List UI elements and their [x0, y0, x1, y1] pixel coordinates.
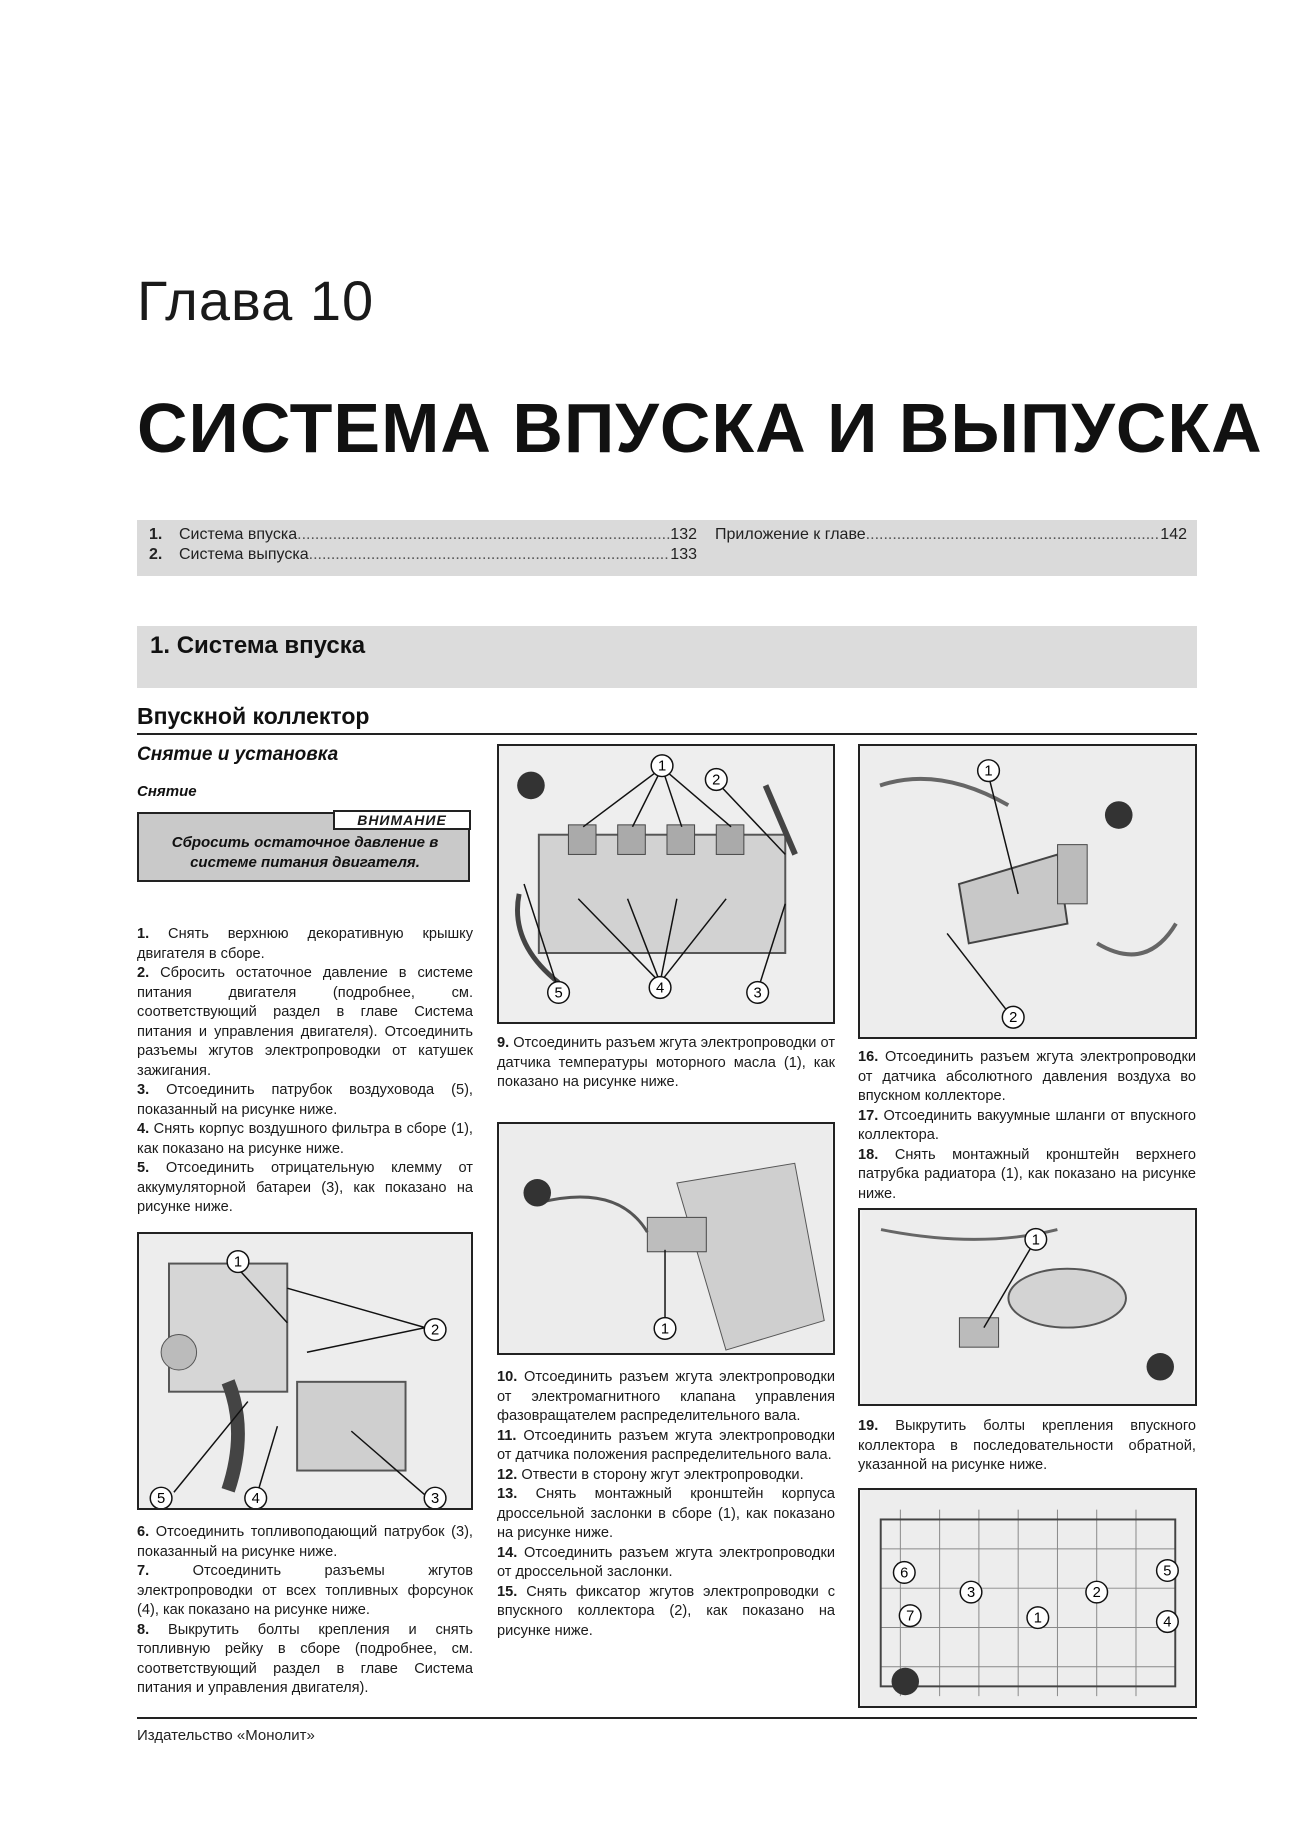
step-paragraph: [137, 1120, 473, 1159]
figure-fuel-rail-injectors: [497, 744, 835, 1024]
step-number: 4.: [137, 1121, 150, 1137]
step-number: 6.: [137, 1524, 150, 1540]
step-number: 10.: [497, 1369, 518, 1385]
step-paragraph: [137, 1523, 473, 1562]
callout-label: 5: [1163, 1563, 1172, 1580]
step-number: 5.: [137, 1160, 150, 1176]
text-column-2: [497, 1034, 835, 1093]
callout-label: 1: [660, 1321, 670, 1338]
text-column-2-lower: [497, 1368, 835, 1641]
callout-label: 6: [900, 1565, 909, 1582]
subsection-title: Впускной коллектор: [137, 703, 370, 729]
toc-leader-dots: [866, 526, 1161, 544]
callout-label: 4: [1163, 1614, 1172, 1631]
section-title: [150, 632, 365, 660]
callout-label: 2: [712, 772, 721, 789]
step-paragraph: [137, 1081, 473, 1120]
step-text: Отсоединить разъем жгута электропроводки от дроссельной заслонки.: [497, 1544, 835, 1580]
step-number: 9.: [497, 1035, 510, 1051]
toc-item-page: 133: [670, 546, 697, 563]
toc-item-number: 1.: [149, 526, 163, 543]
page-title: СИСТЕМА ВПУСКА И ВЫПУСКА: [137, 389, 1263, 467]
warning-text: Сбросить остаточное давление в системе питания двигателя.: [171, 834, 439, 871]
step-paragraph: [137, 964, 473, 1081]
section-title-text: Система впуска: [176, 632, 366, 659]
step-paragraph: [137, 925, 473, 964]
toc-leader-dots: [297, 526, 670, 544]
step-number: 1.: [137, 926, 150, 942]
subhead-removal: Снятие: [137, 783, 197, 800]
step-text: Выкрутить болты крепления и снять топливную рейку в сборе (подробнее, см. соответствующий раздел в главе Система питания и управления двигателя).: [137, 1621, 473, 1696]
step-number: 7.: [137, 1563, 150, 1579]
toc-item[interactable]: [149, 546, 697, 564]
step-number: 3.: [137, 1082, 150, 1098]
callout-label: 3: [430, 1491, 440, 1508]
text-column-1: [137, 925, 473, 1218]
subhead-removal-installation: Снятие и установка: [137, 744, 339, 765]
toc-item[interactable]: [149, 526, 697, 544]
step-paragraph: [497, 1583, 835, 1642]
step-paragraph: [858, 1417, 1196, 1476]
toc-item-label: Система впуска: [179, 526, 298, 543]
callout-label: 7: [906, 1608, 915, 1625]
warning-tag: ВНИМАНИЕ: [333, 810, 471, 830]
step-text: Отвести в сторону жгут электропроводки.: [521, 1466, 804, 1483]
figure-radiator-hose-bracket: [858, 1208, 1197, 1406]
callout-label: 5: [156, 1491, 166, 1508]
step-text: Отсоединить разъем жгута электропроводки от электромагнитного клапана управления фазовращателем распределительного вала.: [497, 1369, 835, 1424]
step-number: 13.: [497, 1486, 518, 1502]
step-paragraph: [497, 1427, 835, 1466]
toc-appendix-label: Приложение к главе: [715, 526, 866, 543]
figure-air-filter-battery: [137, 1232, 473, 1510]
step-text: Отсоединить разъем жгута электропроводки от датчика положения распределительного вала.: [497, 1427, 835, 1463]
step-text: Отсоединить отрицательную клемму от аккумуляторной батареи (3), как показано на рисунке ниже.: [137, 1160, 473, 1215]
step-text: Отсоединить вакуумные шланги от впускного коллектора.: [858, 1107, 1196, 1143]
text-column-3-lower: [858, 1417, 1196, 1476]
toc-appendix-page: 142: [1160, 526, 1187, 543]
step-number: 11.: [497, 1427, 517, 1444]
step-number: 16.: [858, 1049, 879, 1065]
step-paragraph: [858, 1048, 1196, 1107]
toc-appendix[interactable]: [715, 526, 1187, 544]
callout-label: 3: [753, 985, 762, 1002]
step-number: 12.: [497, 1466, 518, 1483]
step-text: Снять корпус воздушного фильтра в сборе (1), как показано на рисунке ниже.: [137, 1121, 473, 1157]
figure-bolt-sequence: [858, 1488, 1197, 1708]
step-text: Отсоединить топливоподающий патрубок (3), показанный на рисунке ниже.: [137, 1524, 473, 1560]
table-of-contents: [137, 520, 1197, 576]
step-paragraph: [497, 1485, 835, 1544]
step-number: 2.: [137, 965, 150, 981]
callout-label: 1: [1033, 1610, 1042, 1627]
callout-label: 2: [430, 1322, 440, 1339]
step-paragraph: [497, 1368, 835, 1427]
step-number: 14.: [497, 1544, 518, 1561]
step-text: Снять фиксатор жгутов электропроводки с впускного коллектора (2), как показано на рисунке ниже.: [497, 1583, 835, 1639]
step-paragraph: [858, 1107, 1196, 1146]
toc-item-label: Система выпуска: [179, 546, 309, 563]
toc-item-number: 2.: [149, 546, 163, 563]
step-paragraph: [497, 1544, 835, 1583]
callout-label: 1: [984, 763, 993, 780]
step-text: Снять монтажный кронштейн корпуса дроссельной заслонки в сборе (1), как показано на рисунке ниже.: [497, 1486, 835, 1541]
callout-label: 1: [1031, 1232, 1040, 1249]
callout-label: 4: [655, 980, 665, 997]
step-text: Отсоединить разъем жгута электропроводки от датчика абсолютного давления воздуха во впускном коллекторе.: [858, 1049, 1196, 1104]
callout-label: 1: [233, 1254, 243, 1271]
footer-divider: [137, 1717, 1197, 1719]
callout-label: 1: [657, 758, 667, 775]
step-paragraph: [137, 1562, 473, 1621]
step-paragraph: [137, 1621, 473, 1699]
step-number: 18.: [858, 1146, 879, 1163]
chapter-heading: Глава 10: [137, 269, 375, 332]
callout-label: 2: [1009, 1010, 1018, 1027]
step-paragraph: [858, 1146, 1196, 1205]
step-text: Снять верхнюю декоративную крышку двигателя в сборе.: [137, 926, 473, 962]
step-text: Отсоединить патрубок воздуховода (5), показанный на рисунке ниже.: [137, 1082, 473, 1118]
text-column-3: [858, 1048, 1196, 1204]
text-column-1-lower: [137, 1523, 473, 1699]
section-number: 1.: [150, 632, 171, 659]
callout-label: 3: [966, 1585, 976, 1602]
toc-item-page: 132: [670, 526, 697, 543]
step-text: Отсоединить разъемы жгутов электропроводки от всех топливных форсунок (4), как показано на рисунке ниже.: [137, 1563, 473, 1618]
callout-label: 5: [554, 985, 563, 1002]
step-text: Сбросить остаточное давление в системе питания двигателя (подробнее, см. соответствующий раздел в главе Система питания и управления двигателя). Отсоединить разъемы жгутов электропроводки от катушек зажигания.: [137, 965, 473, 1079]
figure-oil-temperature-sensor: [497, 1122, 835, 1355]
subsection-divider: [137, 733, 1197, 735]
step-number: 8.: [137, 1621, 150, 1638]
figure-throttle-body-bracket: [858, 744, 1197, 1039]
step-paragraph: [497, 1466, 835, 1486]
step-paragraph: [497, 1034, 835, 1093]
callout-label: 4: [251, 1491, 260, 1508]
step-number: 17.: [858, 1107, 879, 1124]
step-paragraph: [137, 1159, 473, 1218]
footer-publisher: Издательство «Монолит»: [137, 1727, 315, 1744]
step-text: Выкрутить болты крепления впускного коллектора в последовательности обратной, указанной на рисунке ниже.: [858, 1418, 1196, 1473]
step-text: Отсоединить разъем жгута электропроводки от датчика температуры моторного масла (1), как показано на рисунке ниже.: [497, 1035, 835, 1090]
step-text: Снять монтажный кронштейн верхнего патрубка радиатора (1), как показано на рисунке ниже.: [858, 1146, 1196, 1202]
toc-leader-dots: [309, 546, 671, 564]
callout-label: 2: [1092, 1585, 1101, 1602]
step-number: 15.: [497, 1583, 518, 1600]
step-number: 19.: [858, 1418, 879, 1434]
